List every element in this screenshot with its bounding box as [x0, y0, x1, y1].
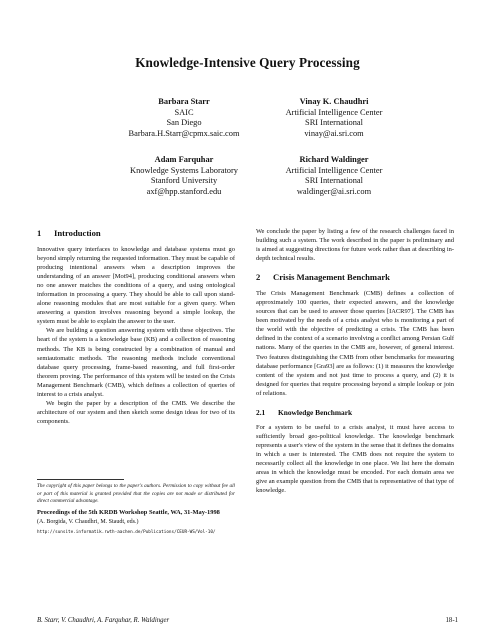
footnote-block: [37, 483, 235, 536]
author-location: San Diego: [166, 118, 202, 128]
author-institution: SRI International: [305, 176, 363, 186]
copyright-notice: The copyright of this paper belongs to the paper's authors. Permission to copy without fee all or part of this material is granted provided that the copies are not made or distributed for direct commercial advantage.: [37, 483, 235, 505]
kb-paragraph: For a system to be useful to a crisis analyst, it must have access to sufficiently broad geo-political knowledge. The knowledge benchmark represents a user's view of the system in the sense that it defines the domains in which a user is interested. The CMB does not require the system to necessarily collect all the knowledge in one place. We list here the domain areas in which the knowledge must be encoded. For each domain area we give an example question from the CMB that is representative of that type of knowledge.: [256, 423, 454, 495]
paper-title: Knowledge-Intensive Query Processing: [135, 55, 360, 70]
author-institution: Stanford University: [150, 176, 218, 186]
author-affiliation: Knowledge Systems Laboratory: [130, 165, 238, 175]
right-column: [256, 227, 454, 495]
section-title: Introduction: [54, 228, 101, 238]
author-name: Barbara Starr: [158, 97, 210, 106]
footer-page-number: 18-1: [445, 617, 458, 624]
author-institution: SRI International: [305, 118, 363, 128]
author-email: axf@hpp.stanford.edu: [146, 186, 222, 196]
intro-paragraph: Innovative query interfaces to knowledge and database systems must go beyond simply returning the requested information. They must be capable of producing intentional answers when a description improves the understanding of an answer [Mot94], producing conditional answers when no one answer matches the conditions of a query, and using ontological information in processing a query. They should be able to call upon stand-alone reasoning modules that are most suitable for a given query. When answering a question involves reasoning beyond a simple lookup, the system must be able to explain the answer to the user.: [37, 246, 235, 326]
section-heading-crisis-management-benchmark: [256, 272, 454, 283]
author-name: Vinay K. Chaudhri: [299, 97, 369, 106]
author-affiliation: SAIC: [174, 107, 194, 117]
author-name: Adam Farquhar: [154, 155, 214, 164]
footer-authors: B. Starr, V. Chaudhri, A. Farquhar, R. Waldinger: [37, 617, 170, 624]
intro-continued-paragraph: We conclude the paper by listing a few of the research challenges faced in building such a system. The work described in the paper is preliminary and is aimed at suggesting directions for future work rather than at describing in-depth technical results.: [256, 228, 454, 263]
author-affiliation: Artificial Intelligence Center: [285, 165, 383, 175]
intro-paragraph: We begin the paper by a description of the CMB. We describe the architecture of our system and then sketch some design ideas for two of its components.: [37, 399, 235, 425]
author-email: waldinger@ai.sri.com: [296, 186, 372, 196]
subsection-title: Knowledge Benchmark: [278, 407, 353, 417]
section-number: 2: [256, 272, 261, 283]
author-email: Barbara.H.Starr@cpmx.saic.com: [128, 128, 240, 138]
author-affiliation: Artificial Intelligence Center: [285, 107, 383, 117]
cmb-paragraph: The Crisis Management Benchmark (CMB) defines a collection of approximately 100 queries, their expected answers, and the knowledge sources that can be used to answer those queries [IACR97]. The CMB has been motivated by the needs of a crisis analyst who is monitoring a part of the world with the objective of predicting a crisis. The CMB has been defined in the context of a scenario involving a conflict among Persian Gulf nations. Many of the queries in the CMB are, however, of general interest. Two features distinguishing the CMB from other benchmarks for measuring database performance [Gra93] are as follows: (1) it measures the knowledge content of the system and not just time to process a query, and (2) it is designed for queries that require processing beyond a simple lookup or join of relations.: [256, 290, 454, 397]
editors-line: (A. Borgida, V. Chaudhri, M. Staudt, eds.): [37, 519, 139, 526]
subsection-number: 2.1: [256, 407, 266, 417]
proceedings-line: Proceedings of the 5th KRDB Workshop Seattle, WA, 31-May-1998: [37, 508, 220, 516]
section-title: Crisis Management Benchmark: [273, 272, 390, 283]
author-email: vinay@ai.sri.com: [304, 128, 364, 138]
footnote-rule: [37, 479, 124, 480]
intro-paragraph: We are building a question answering system with these objectives. The heart of the system is a knowledge base (KB) and a collection of reasoning methods. The KB is being constructed by a combination of manual and semiautomatic methods. The reasoning methods include conventional database query processing, frame-based reasoning, and full first-order theorem proving. The performance of this system will be tested on the Crisis Management Benchmark (CMB), which defines a collection of queries of interest to a crisis analyst.: [37, 327, 235, 398]
left-column: [37, 228, 235, 426]
author-block-chaudhri: [234, 97, 434, 139]
section-number: 1: [37, 228, 42, 238]
subsection-heading-knowledge-benchmark: [256, 408, 454, 418]
author-name: Richard Waldinger: [299, 155, 369, 164]
author-block-waldinger: [234, 155, 434, 197]
proceedings-url: http://sunsite.informatik.rwth-aachen.de/Publications/CEUR-WS/Vol-10/: [37, 530, 216, 536]
section-heading-introduction: [37, 228, 235, 239]
